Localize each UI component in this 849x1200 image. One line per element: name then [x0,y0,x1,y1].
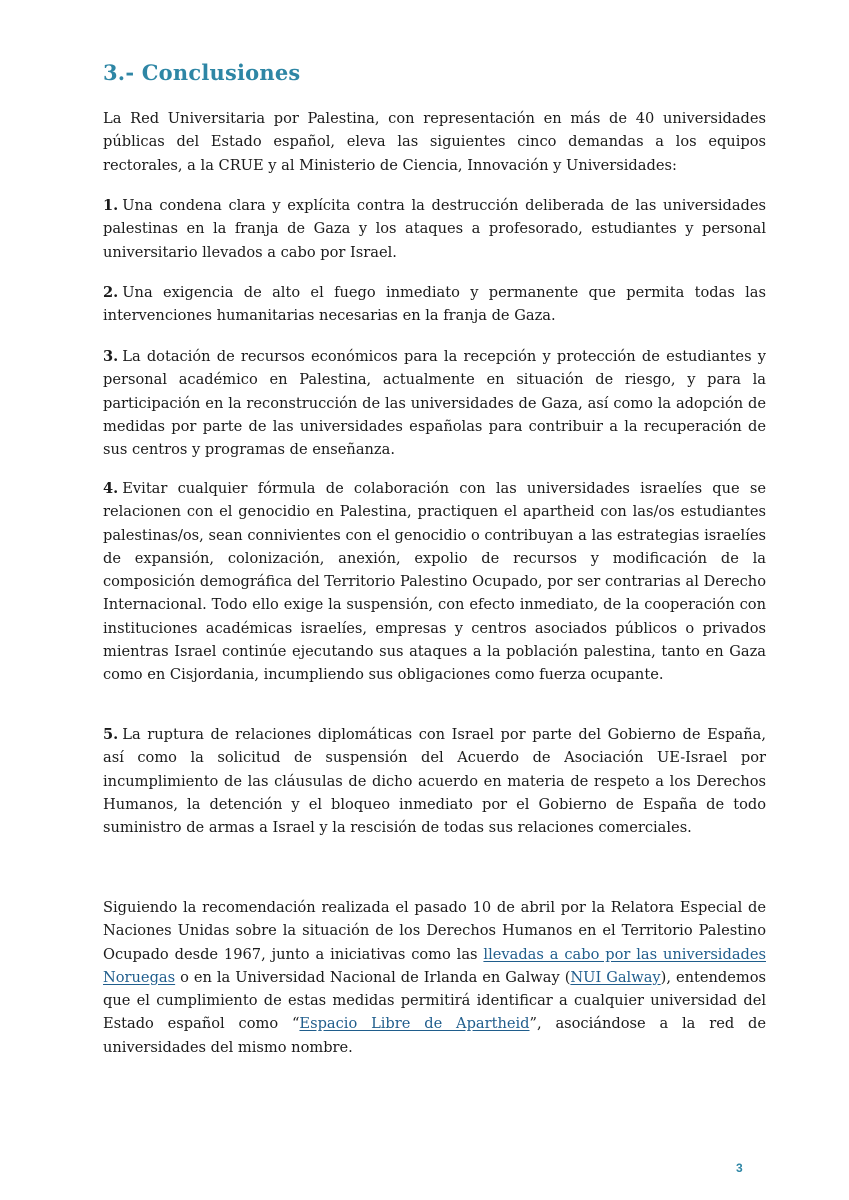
apartheid-free-zone-link[interactable]: Espacio Libre de Apartheid [299,1015,530,1033]
closing-text-part-1: Siguiendo la recomendación realizada el pasado 10 de abril por la Relatora Especial de Naciones Unidas sobre la situación de los Derechos Humanos en el Territorio Palestino Ocupado desde 1967, junto a iniciativas como las [103,899,766,963]
demand-text: La dotación de recursos económicos para la recepción y protección de estudiantes y personal académico en Palestina, actualmente en situación de riesgo, y para la participación en la reconstrucción de las universidades de Gaza, así como la adopción de medidas por parte de las universidades españolas para contribuir a la recuperación de sus centros y programas de enseñanza. [103,348,766,459]
demand-text: Una condena clara y explícita contra la destrucción deliberada de las universidades palestinas en la franja de Gaza y los ataques a profesorado, estudiantes y personal universitario llevados a cabo por Israel. [103,197,766,261]
demand-5 [103,723,766,839]
norwegian-universities-link[interactable]: llevadas a cabo por las universidades Noruegas [103,945,766,986]
demand-number: 5. [103,726,119,743]
demand-1 [103,194,766,264]
section-heading: 3.- Conclusiones [103,60,301,85]
closing-text-part-4: ”, asociándose a la red de universidades del mismo nombre. [103,1015,766,1056]
demand-number: 2. [103,284,119,301]
intro-paragraph: La Red Universitaria por Palestina, con representación en más de 40 universidades públicas del Estado español, eleva las siguientes cinco demandas a los equipos rectorales, a la CRUE y al Ministerio de Ciencia, Innovación y Universidades: [103,110,766,174]
page-number: 3 [736,1161,743,1175]
closing-text-part-3: ), entendemos que el cumplimiento de estas medidas permitirá identificar a cualquier universidad del Estado español como “ [103,968,767,1033]
closing-text-part-2: o en la Universidad Nacional de Irlanda en Galway ( [175,968,571,986]
closing-paragraph [103,896,766,1059]
demand-2 [103,281,766,328]
nui-galway-link[interactable]: NUI Galway [570,968,661,986]
demand-text: Una exigencia de alto el fuego inmediato y permanente que permita todas las intervenciones humanitarias necesarias en la franja de Gaza. [103,284,766,325]
demand-number: 1. [103,197,119,214]
demand-number: 4. [103,480,119,497]
demand-number: 3. [103,348,119,365]
demand-text: Evitar cualquier fórmula de colaboración con las universidades israelíes que se relacionen con el genocidio en Palestina, practiquen el apartheid con las/os estudiantes palestinas/os, sean connivientes con el genocidio o contribuyan a las estrategias israelíes de expansión, colonización, anexión, expolio de recursos y modificación de la composición demográfica del Territorio Palestino Ocupado, por ser contrarias al Derecho Internacional. Todo ello exige la suspensión, con efecto inmediato, de la cooperación con instituciones académicas israelíes, empresas y centros asociados públicos o privados mientras Israel continúe ejecutando sus ataques a la población palestina, tanto en Gaza como en Cisjordania, incumpliendo sus obligaciones como fuerza ocupante. [103,480,766,684]
demand-text: La ruptura de relaciones diplomáticas con Israel por parte del Gobierno de España, así como la solicitud de suspensión del Acuerdo de Asociación UE-Israel por incumplimiento de las cláusulas de dicho acuerdo en materia de respeto a los Derechos Humanos, la detención y el bloqueo inmediato por el Gobierno de España de todo suministro de armas a Israel y la rescisión de todas sus relaciones comerciales. [103,726,766,837]
demand-3 [103,345,766,461]
demand-4 [103,477,766,687]
